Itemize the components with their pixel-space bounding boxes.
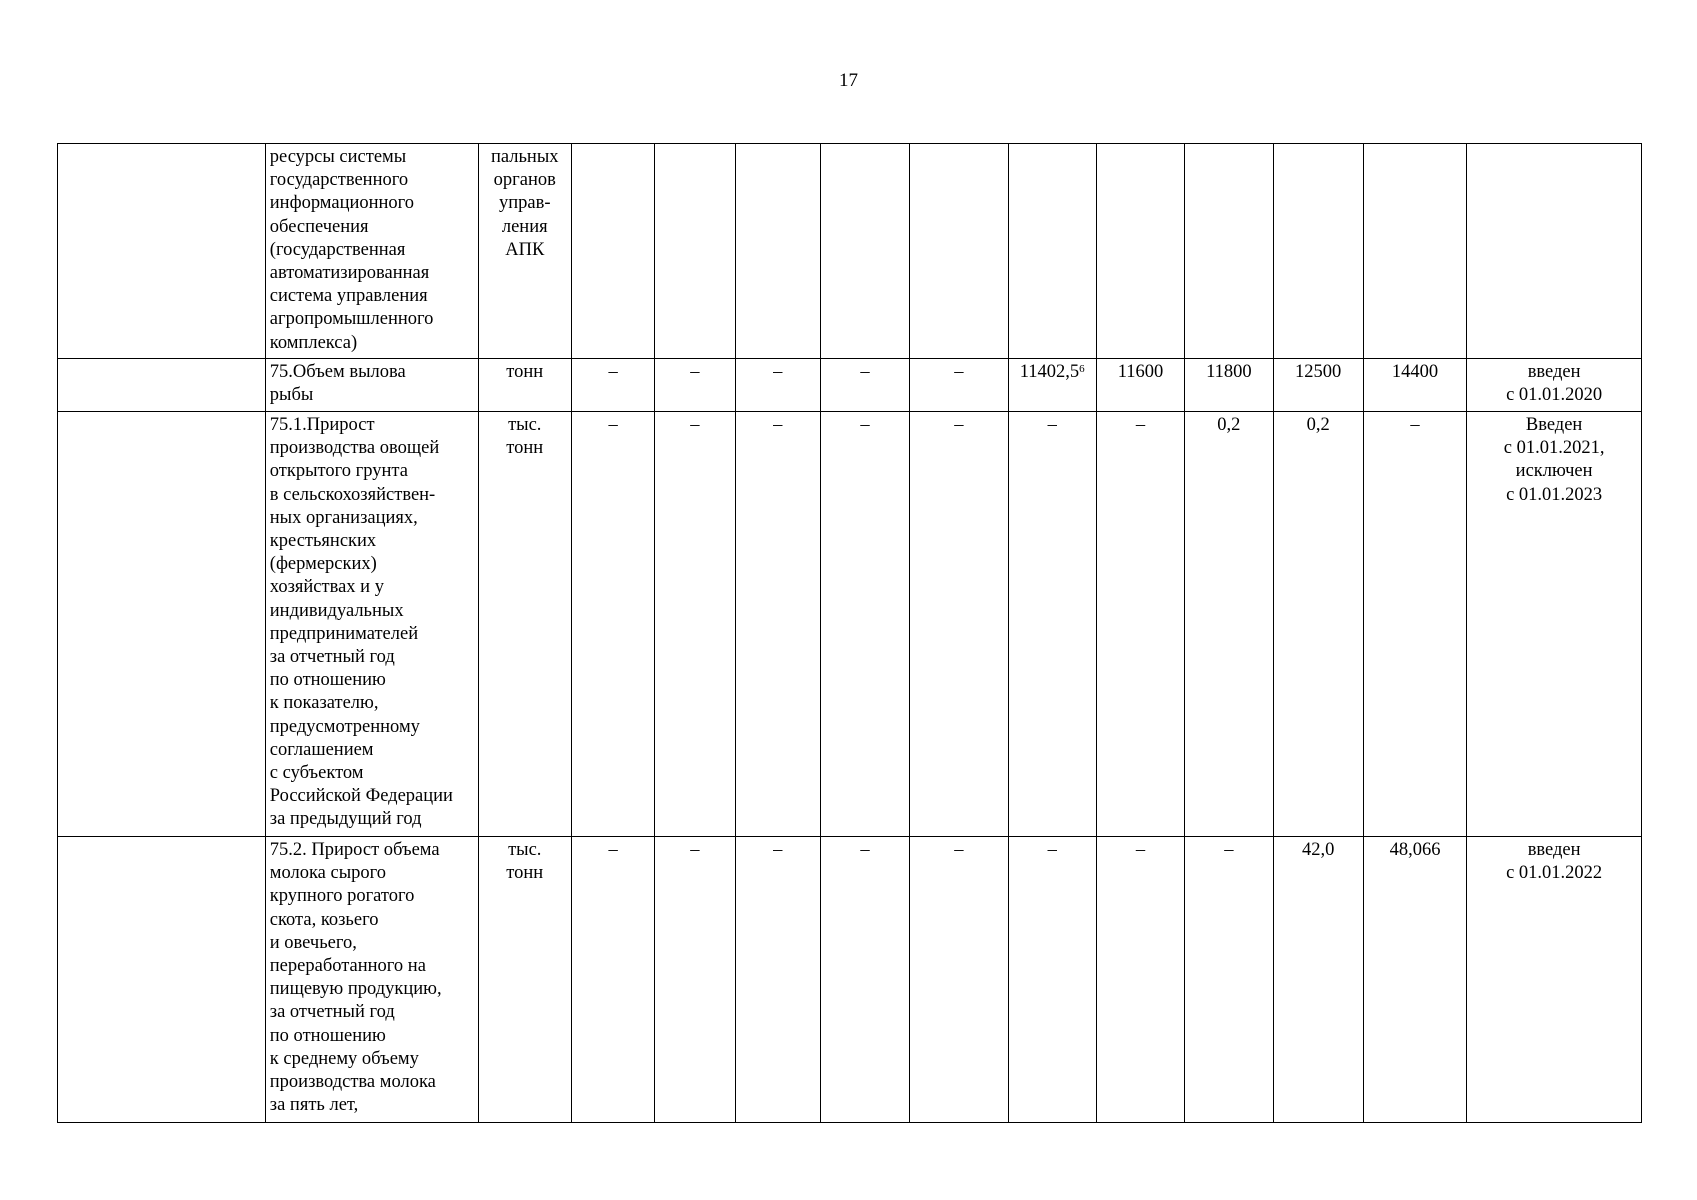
value-cell: 14400: [1363, 359, 1466, 412]
note-cell: [1467, 144, 1642, 359]
indicator-cell: 75.Объем вылова рыбы: [265, 359, 478, 412]
table-row: [58, 412, 1642, 837]
note-cell: введен с 01.01.2020: [1467, 359, 1642, 412]
program-cell: [58, 412, 266, 837]
value-cell: [1363, 144, 1466, 359]
value-cell: –: [910, 412, 1008, 837]
value-cell: [1008, 144, 1096, 359]
unit-cell: тыс. тонн: [478, 412, 571, 837]
value-cell: [820, 144, 909, 359]
value-text: 11402,5: [1019, 362, 1080, 382]
value-cell: –: [1096, 837, 1184, 1123]
value-cell: –: [735, 359, 820, 412]
value-cell: 11800: [1185, 359, 1273, 412]
value-cell: –: [910, 359, 1008, 412]
program-cell: [58, 144, 266, 359]
value-cell: 11600: [1096, 359, 1184, 412]
unit-cell: пальных органов управ- ления АПК: [478, 144, 571, 359]
value-cell: 0,2: [1185, 412, 1273, 837]
value-cell: –: [910, 837, 1008, 1123]
value-cell: [1008, 359, 1096, 412]
program-cell: [58, 837, 266, 1123]
value-cell: [735, 144, 820, 359]
value-cell: –: [735, 837, 820, 1123]
indicator-cell: 75.1.Прирост производства овощей открытого грунта в сельскохозяйствен- ных организациях, крестьянских (фермерских) хозяйствах и у индивидуальных предпринимателей за отчетный год по отношению к показателю, предусмотренному соглашением с субъектом Российской Федерации за предыдущий год: [265, 412, 478, 837]
value-cell: –: [1185, 837, 1273, 1123]
value-cell: –: [820, 837, 909, 1123]
value-cell: –: [1363, 412, 1466, 837]
value-cell: –: [655, 359, 735, 412]
table-row: [58, 144, 1642, 359]
value-cell: 12500: [1273, 359, 1363, 412]
note-cell: введен с 01.01.2022: [1467, 837, 1642, 1123]
value-cell: [1096, 144, 1184, 359]
program-cell: [58, 359, 266, 412]
value-cell: –: [571, 359, 654, 412]
table-row: [58, 837, 1642, 1123]
indicator-cell: 75.2. Прирост объема молока сырого крупного рогатого скота, козьего и овечьего, переработанного на пищевую продукцию, за отчетный год по отношению к среднему объему производства молока за пять лет,: [265, 837, 478, 1123]
value-cell: [1273, 144, 1363, 359]
indicators-table: [57, 143, 1642, 1123]
footnote-marker: 6: [1079, 363, 1085, 375]
table-row: [58, 359, 1642, 412]
value-cell: 0,2: [1273, 412, 1363, 837]
value-cell: –: [571, 837, 654, 1123]
value-cell: [655, 144, 735, 359]
value-cell: –: [655, 837, 735, 1123]
indicator-cell: ресурсы системы государственного информационного обеспечения (государственная автоматизированная система управления агропромышленного комплекса): [265, 144, 478, 359]
value-cell: –: [820, 359, 909, 412]
value-cell: [910, 144, 1008, 359]
value-cell: –: [571, 412, 654, 837]
value-cell: 42,0: [1273, 837, 1363, 1123]
value-cell: –: [1008, 837, 1096, 1123]
unit-cell: тыс. тонн: [478, 837, 571, 1123]
value-cell: [571, 144, 654, 359]
page-number: 17: [839, 70, 858, 91]
value-cell: 48,066: [1363, 837, 1466, 1123]
note-cell: Введен с 01.01.2021, исключен с 01.01.2023: [1467, 412, 1642, 837]
value-cell: –: [820, 412, 909, 837]
value-cell: –: [735, 412, 820, 837]
value-cell: –: [655, 412, 735, 837]
value-cell: –: [1008, 412, 1096, 837]
unit-cell: тонн: [478, 359, 571, 412]
value-cell: –: [1096, 412, 1184, 837]
value-cell: [1185, 144, 1273, 359]
